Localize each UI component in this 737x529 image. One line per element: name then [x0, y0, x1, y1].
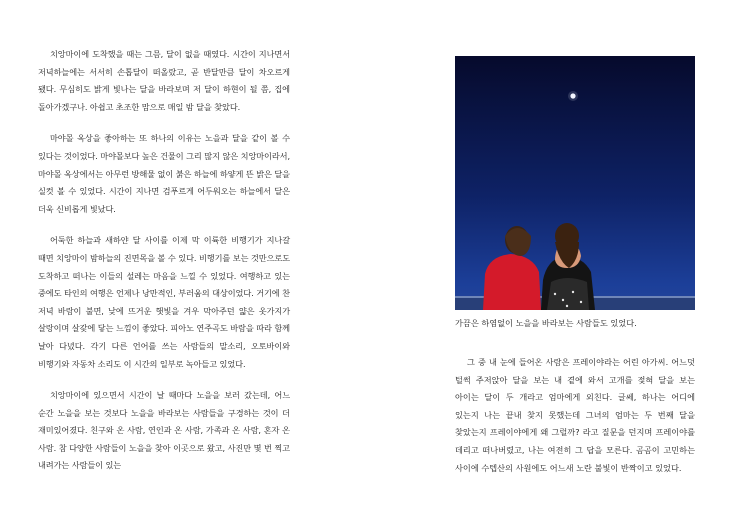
left-paragraph-1: 치앙마이에 도착했을 때는 그믐, 달이 없을 때였다. 시간이 지나면서 저녁하늘에는 서서히 손톱달이 떠올랐고, 곧 반달만큼 달이 차오르게 됐다. 무심히도 밝게 빛나는 달을 바라보며 저 달이 하현이 될 쯤, 집에 돌아가겠구나. 아쉽고 초조한 맘으로 매일 밤 달을 찾았다.: [38, 49, 290, 112]
person-red-shirt: [483, 254, 541, 310]
left-paragraph-2: 마야몰 옥상을 좋아하는 또 하나의 이유는 노을과 달을 같이 볼 수 있다는 것이었다. 마야몰보다 높은 건물이 그리 많지 않은 치앙마이라서, 마야몰 옥상에서는 아무런 방해물 없이 붉은 하늘에 하얗게 뜬 밝은 달을 실컷 볼 수 있었다. 시간이 지나면 검푸르게 어두워오는 하늘에서 달은 더욱 신비롭게 빛났다.: [38, 133, 290, 214]
right-paragraph: 그 중 내 눈에 들어온 사람은 프레이야라는 어린 아가씨. 어느덧 털썩 주저앉아 달을 보는 내 곁에 와서 고개를 젖혀 달을 보는 아이는 달이 두 개라고 엄마에게 외친다. 글쎄, 하나는 어디에 있는지 나는 끝내 찾지 못했는데 그녀의 엄마는 두 번째 달을 찾았는지 프레이야에게 왜 그럴까? 라고 질문을 던지며 프레이야를 데리고 떠나버렸고, 나는 여전히 그 답을 모른다. 곰곰이 고민하는 사이에 수텝산의 사원에도 어느새 노란 불빛이 반짝이고 있었다.: [455, 357, 695, 473]
photo-caption: 가끔은 하염없이 노을을 바라보는 사람들도 있었다.: [455, 318, 637, 328]
left-page: [38, 46, 290, 489]
night-sky-photo: [455, 56, 695, 310]
left-paragraph-4: 치앙마이에 있으면서 시간이 날 때마다 노을을 보러 갔는데, 어느 순간 노을을 보는 것보다 노을을 바라보는 사람들을 구경하는 것이 더 재미있어졌다. 친구와 온 사람, 연인과 온 사람, 가족과 온 사람, 혼자 온 사람. 참 다양한 사람들이 노을을 찾아 이곳으로 왔고, 사진만 몇 번 찍고 내려가는 사람들이 있는: [38, 390, 290, 471]
left-paragraph-3: 어둑한 하늘과 새하얀 달 사이를 이제 막 이륙한 비행기가 지나갈 때면 치앙마이 밤하늘의 진면목을 볼 수 있다. 비행기를 보는 것만으로도 도착하고 떠나는 이들의 설레는 마음을 느낄 수 있었다. 여행하고 있는 중에도 타인의 여행은 언제나 낭만적인, 부러움의 대상이었다. 거기에 찬 저녁 바람이 불면, 낮에 뜨거운 햇빛을 겨우 막아주던 얇은 옷가지가 살랑이며 살갗에 닿는 느낌이 좋았다. 피아노 연주곡도 바람을 따라 함께 날아 다녔다. 각기 다른 언어를 쓰는 사람들의 말소리, 오토바이와 비행기와 자동차 소리도 이 시간의 일부로 녹아들고 있었다.: [38, 235, 290, 369]
right-page: [455, 56, 695, 485]
